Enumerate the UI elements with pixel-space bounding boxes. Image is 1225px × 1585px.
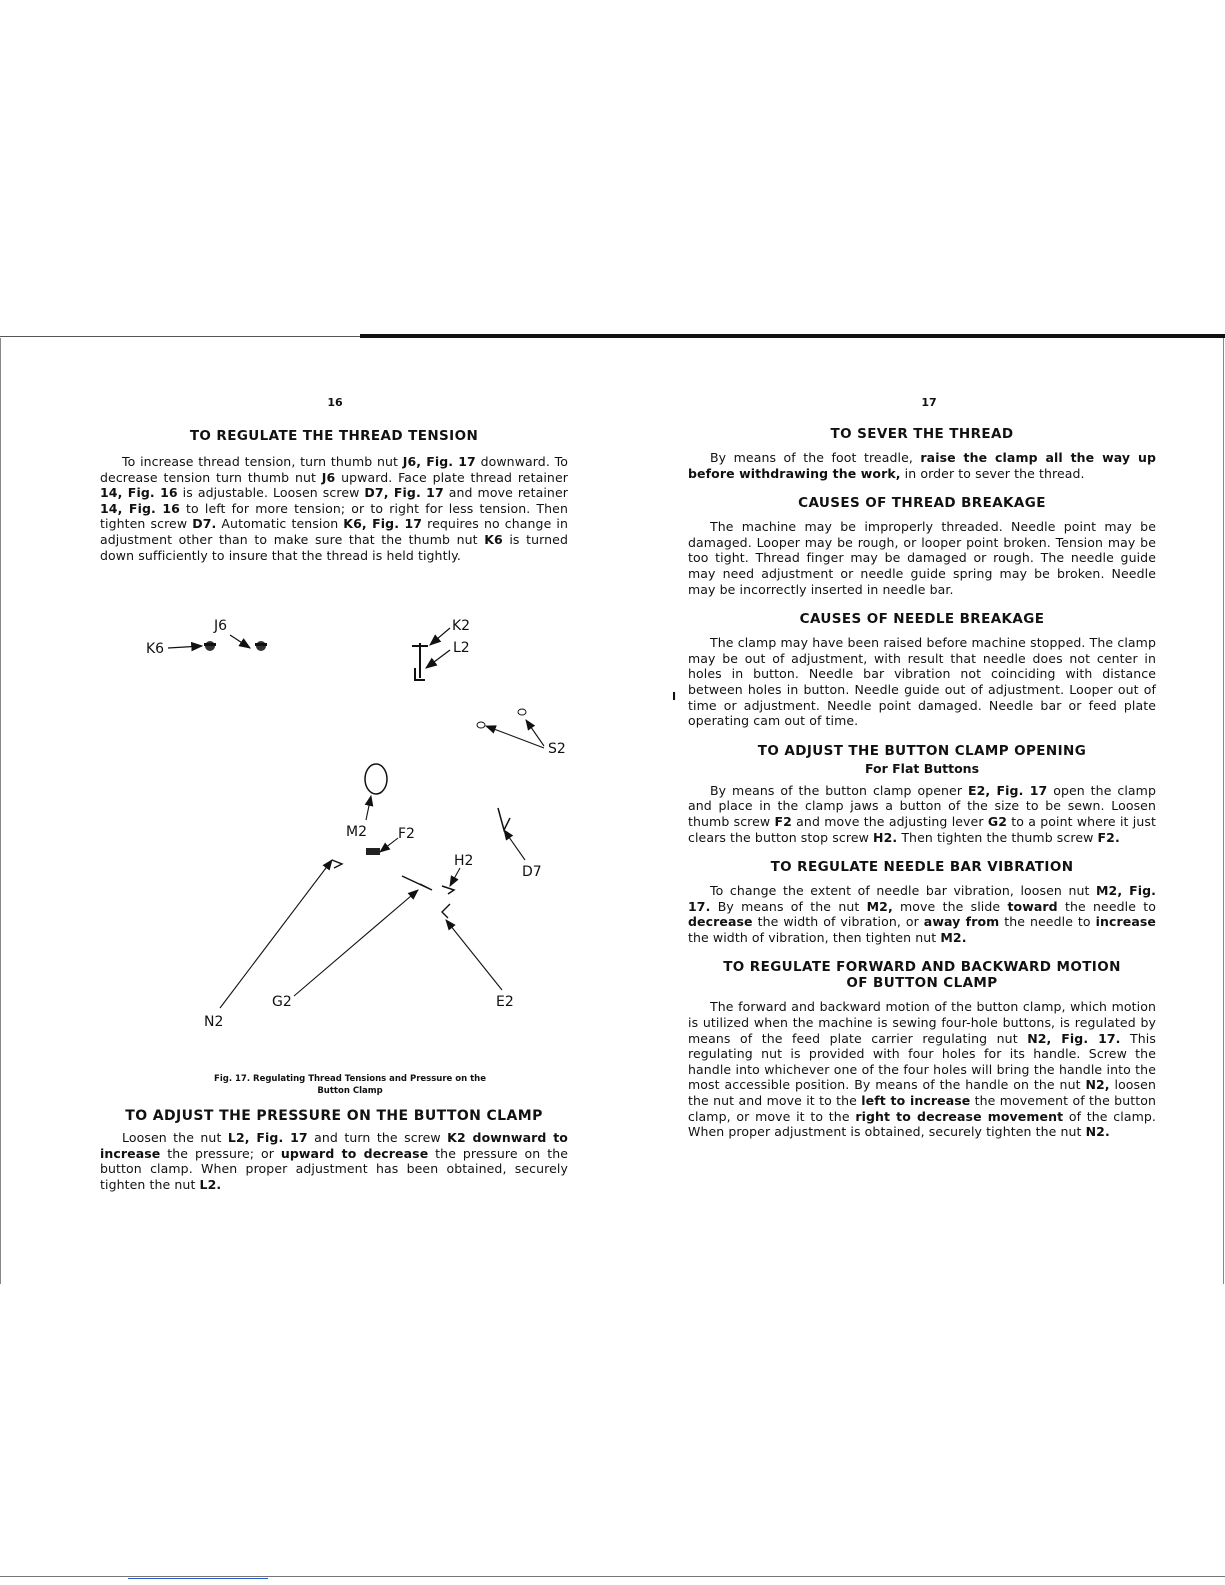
right-page-column <box>688 426 1156 1140</box>
heading-clamp-opening: TO ADJUST THE BUTTON CLAMP OPENING <box>757 742 1087 759</box>
left-section-button-clamp-pressure <box>100 1108 568 1192</box>
page-number-right: 17 <box>921 396 937 409</box>
heading-forward-backward-line2: OF BUTTON CLAMP <box>846 975 998 992</box>
heading-sever-thread: TO SEVER THE THREAD <box>830 426 1014 442</box>
stray-mark: I <box>672 690 677 703</box>
para-needle-breakage: The clamp may have been raised before machine stopped. The clamp may be out of adjustment, with result that needle does not center in holes in button. Needle bar vibration not coinciding with distance between holes in button. Needle guide out of adjustment. Looper out of time or adjustment. Needle point damaged. Needle bar or feed plate operating cam out of time. <box>688 635 1156 729</box>
subheading-flat-buttons: For Flat Buttons <box>864 760 980 776</box>
heading-button-clamp-pressure: TO ADJUST THE PRESSURE ON THE BUTTON CLAMP <box>125 1108 543 1124</box>
heading-needle-bar-vibration: TO REGULATE NEEDLE BAR VIBRATION <box>770 859 1074 876</box>
nut-M2-part <box>365 764 387 794</box>
para-forward-backward: The forward and backward motion of the button clamp, which motion is utilized when the machine is sewing four-hole buttons, is regulated by means of the feed plate carrier regulating nut N2, Fig. 17. This regulating nut is provided with four holes for its handle. Screw the handle into whichever one of the four holes will bring the handle into the most accessible position. By means of the handle on the nut N2, loosen the nut and move it to the left to increase the movement of the button clamp, or move it to the right to decrease movement of the clamp. When proper adjustment is obtained, securely tighten the nut N2. <box>688 999 1156 1140</box>
heading-thread-tension: TO REGULATE THE THREAD TENSION <box>189 428 479 444</box>
label-K2: K2 <box>452 618 471 634</box>
para-thread-tension: To increase thread tension, turn thumb nut J6, Fig. 17 downward. To decrease tension turn thumb nut J6 upward. Face plate thread retainer 14, Fig. 16 is adjustable. Loosen screw D7, Fig. 17 and move retainer 14, Fig. 16 to left for more tension; or to right for less tension. Then tighten screw D7. Automatic tension K6, Fig. 17 requires no change in adjustment other than to make sure that the thumb nut K6 is turned down sufficiently to insure that the thread is held tightly. <box>100 454 569 563</box>
label-N2: N2 <box>204 1014 224 1030</box>
left-section-thread-tension <box>100 428 568 563</box>
thumb-screw-F2-part <box>366 848 380 855</box>
link-underline <box>128 1578 268 1579</box>
label-F2: F2 <box>398 826 415 842</box>
stop-screw-H2-part <box>442 886 454 894</box>
thumb-nut-J6-part <box>255 641 267 651</box>
heading-thread-breakage: CAUSES OF THREAD BREAKAGE <box>798 495 1046 512</box>
screw-K2-part <box>412 643 428 680</box>
figure-17-caption: Fig. 17. Regulating Thread Tensions and Pressure on the Button Clamp <box>214 1074 486 1096</box>
left-rule <box>0 338 1 1284</box>
tension-K6-part <box>204 641 216 651</box>
para-sever-thread: By means of the foot treadle, raise the clamp all the way up before withdrawing the work, in order to sever the thread. <box>688 450 1156 481</box>
screw-D7-part <box>498 808 510 830</box>
nut-N2-part <box>332 860 342 868</box>
figure-17-diagram <box>120 608 590 1048</box>
label-J6: J6 <box>214 618 228 634</box>
figure-17-svg <box>120 608 590 1048</box>
heading-needle-breakage: CAUSES OF NEEDLE BREAKAGE <box>799 611 1045 628</box>
para-needle-bar-vibration: To change the extent of needle bar vibration, loosen nut M2, Fig. 17. By means of the nut M2, move the slide toward the needle to decrease the width of vibration, or away from the needle to increase the width of vibration, then tighten nut M2. <box>688 883 1156 945</box>
label-H2: H2 <box>454 853 474 869</box>
label-D7: D7 <box>522 864 542 880</box>
lever-G2-part <box>402 876 432 890</box>
label-K6: K6 <box>146 641 165 657</box>
label-G2: G2 <box>272 994 292 1010</box>
label-S2: S2 <box>548 741 566 757</box>
clamp-opener-E2-part <box>442 904 450 918</box>
bottom-rule <box>0 1576 1225 1577</box>
right-rule <box>1223 338 1224 1284</box>
label-L2: L2 <box>453 640 470 656</box>
label-M2: M2 <box>346 824 367 840</box>
para-thread-breakage: The machine may be improperly threaded. Needle point may be damaged. Looper may be rough, or looper point broken. Tension may be too tight. Thread finger may be damaged or rough. The needle guide may need adjustment or needle guide spring may be broken. Needle may be incorrectly inserted in needle bar. <box>688 519 1156 597</box>
para-clamp-opening: By means of the button clamp opener E2, Fig. 17 open the clamp and place in the clamp jaws a button of the size to be sewn. Loosen thumb screw F2 and move the adjusting lever G2 to a point where it just clears the button stop screw H2. Then tighten the thumb screw F2. <box>688 782 1156 845</box>
page-number-left: 16 <box>327 396 343 409</box>
heading-forward-backward: TO REGULATE FORWARD AND BACKWARD MOTION <box>723 959 1121 976</box>
label-E2: E2 <box>496 994 514 1010</box>
para-button-clamp-pressure: Loosen the nut L2, Fig. 17 and turn the screw K2 downward to increase the pressure; or upward to decrease the pressure on the button clamp. When proper adjustment has been obtained, securely tighten the nut L2. <box>100 1130 569 1192</box>
top-rule-thick <box>360 334 1225 338</box>
